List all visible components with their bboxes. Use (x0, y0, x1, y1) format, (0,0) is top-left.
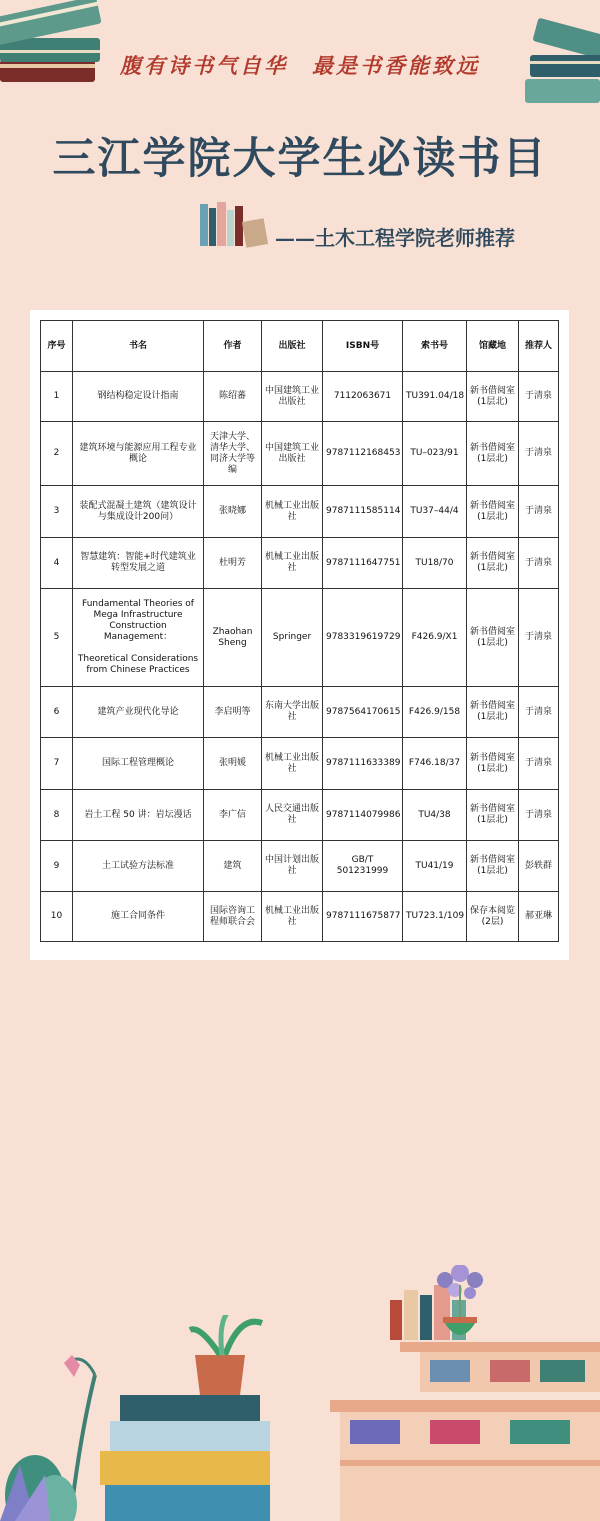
table-row (41, 422, 559, 486)
cell-author: 李启明等 (204, 687, 262, 738)
cell-title: 建筑产业现代化导论 (73, 687, 204, 738)
cell-location: 新书借阅室(1层北) (467, 372, 519, 422)
cell-isbn: GB/T 501231999 (323, 841, 403, 892)
table-row (41, 687, 559, 738)
cell-publisher: 机械工业出版社 (262, 892, 323, 942)
cell-no: 5 (41, 589, 73, 687)
table-row (41, 538, 559, 589)
cell-title: Fundamental Theories of Mega Infrastructure Construction Management： Theoretical Considerations from Chinese Practices (73, 589, 204, 687)
cell-title: 装配式混凝土建筑（建筑设计与集成设计200问） (73, 486, 204, 538)
page-subtitle: ——土木工程学院老师推荐 (275, 226, 515, 250)
table-row (41, 372, 559, 422)
cell-isbn: 9787114079986 (323, 790, 403, 841)
cell-isbn: 9787564170615 (323, 687, 403, 738)
cell-publisher: 中国建筑工业出版社 (262, 372, 323, 422)
cell-author: 国际咨询工程师联合会 (204, 892, 262, 942)
cell-location: 新书借阅室(1层北) (467, 486, 519, 538)
cell-author: 建筑 (204, 841, 262, 892)
cell-author: 杜明芳 (204, 538, 262, 589)
cell-title: 钢结构稳定设计指南 (73, 372, 204, 422)
table-row (41, 892, 559, 942)
cell-recommender: 于清泉 (519, 738, 559, 790)
cell-no: 1 (41, 372, 73, 422)
cell-title: 国际工程管理概论 (73, 738, 204, 790)
table-row (41, 486, 559, 538)
col-header-title: 书名 (73, 321, 204, 372)
col-header-recommender: 推荐人 (519, 321, 559, 372)
cell-callno: TU41/19 (403, 841, 467, 892)
cell-location: 新书借阅室(1层北) (467, 841, 519, 892)
cell-publisher: 中国建筑工业出版社 (262, 422, 323, 486)
cell-author: 李广信 (204, 790, 262, 841)
booklist-card (30, 310, 569, 960)
cell-callno: TU4/38 (403, 790, 467, 841)
plant-and-books-icon (0, 1315, 300, 1521)
cell-location: 新书借阅室(1层北) (467, 422, 519, 486)
table-row (41, 841, 559, 892)
cell-callno: F426.9/X1 (403, 589, 467, 687)
col-header-location: 馆藏地 (467, 321, 519, 372)
col-header-callno: 索书号 (403, 321, 467, 372)
cell-publisher: 中国计划出版社 (262, 841, 323, 892)
books-row-icon (198, 198, 270, 248)
cell-publisher: 人民交通出版社 (262, 790, 323, 841)
cell-location: 保存本阅览(2层) (467, 892, 519, 942)
cell-title: 建筑环境与能源应用工程专业概论 (73, 422, 204, 486)
cell-callno: TU37–44/4 (403, 486, 467, 538)
booklist-table (40, 320, 559, 942)
cell-publisher: 机械工业出版社 (262, 738, 323, 790)
cell-callno: TU18/70 (403, 538, 467, 589)
cell-no: 4 (41, 538, 73, 589)
cell-recommender: 彭轶群 (519, 841, 559, 892)
cell-location: 新书借阅室(1层北) (467, 589, 519, 687)
cell-publisher: Springer (262, 589, 323, 687)
cell-location: 新书借阅室(1层北) (467, 738, 519, 790)
col-header-publisher: 出版社 (262, 321, 323, 372)
cell-recommender: 于清泉 (519, 538, 559, 589)
cell-title: 岩土工程 50 讲：岩坛漫话 (73, 790, 204, 841)
cell-recommender: 郝亚琳 (519, 892, 559, 942)
cell-author: 张晓娜 (204, 486, 262, 538)
cell-location: 新书借阅室(1层北) (467, 538, 519, 589)
cell-callno: TU723.1/109 (403, 892, 467, 942)
cell-no: 7 (41, 738, 73, 790)
flower-vase-icon (425, 1265, 495, 1345)
page-title: 三江学院大学生必读书目 (52, 134, 548, 184)
cell-location: 新书借阅室(1层北) (467, 687, 519, 738)
cell-isbn: 9787111675877 (323, 892, 403, 942)
cell-location: 新书借阅室(1层北) (467, 790, 519, 841)
cell-recommender: 于清泉 (519, 790, 559, 841)
table-header-row (41, 321, 559, 372)
cell-author: 陈绍蕃 (204, 372, 262, 422)
cell-no: 6 (41, 687, 73, 738)
cell-title: 施工合同条件 (73, 892, 204, 942)
cell-no: 9 (41, 841, 73, 892)
cell-recommender: 于清泉 (519, 422, 559, 486)
col-header-isbn: ISBN号 (323, 321, 403, 372)
cell-isbn: 9787111647751 (323, 538, 403, 589)
cell-recommender: 于清泉 (519, 687, 559, 738)
cell-no: 8 (41, 790, 73, 841)
cell-isbn: 9783319619729 (323, 589, 403, 687)
cell-recommender: 于清泉 (519, 589, 559, 687)
cell-recommender: 于清泉 (519, 486, 559, 538)
cell-callno: F746.18/37 (403, 738, 467, 790)
table-row (41, 738, 559, 790)
cell-no: 3 (41, 486, 73, 538)
cell-recommender: 于清泉 (519, 372, 559, 422)
cell-publisher: 机械工业出版社 (262, 538, 323, 589)
cell-author: Zhaohan Sheng (204, 589, 262, 687)
col-header-author: 作者 (204, 321, 262, 372)
col-header-no: 序号 (41, 321, 73, 372)
cell-publisher: 东南大学出版社 (262, 687, 323, 738)
books-stack-top-left-icon (0, 0, 110, 95)
cell-callno: F426.9/158 (403, 687, 467, 738)
table-row (41, 790, 559, 841)
cell-no: 2 (41, 422, 73, 486)
cell-isbn: 9787111633389 (323, 738, 403, 790)
cell-isbn: 9787111585114 (323, 486, 403, 538)
cell-author: 天津大学、清华大学、同济大学等编 (204, 422, 262, 486)
cell-publisher: 机械工业出版社 (262, 486, 323, 538)
cell-callno: TU391.04/18 (403, 372, 467, 422)
cell-no: 10 (41, 892, 73, 942)
cell-callno: TU–023/91 (403, 422, 467, 486)
cell-isbn: 9787112168453 (323, 422, 403, 486)
cell-title: 智慧建筑：智能+时代建筑业转型发展之道 (73, 538, 204, 589)
cell-title: 土工试验方法标准 (73, 841, 204, 892)
cell-isbn: 7112063671 (323, 372, 403, 422)
slogan: 腹有诗书气自华 最是书香能致远 (120, 53, 480, 78)
table-row (41, 589, 559, 687)
cell-author: 张明媛 (204, 738, 262, 790)
